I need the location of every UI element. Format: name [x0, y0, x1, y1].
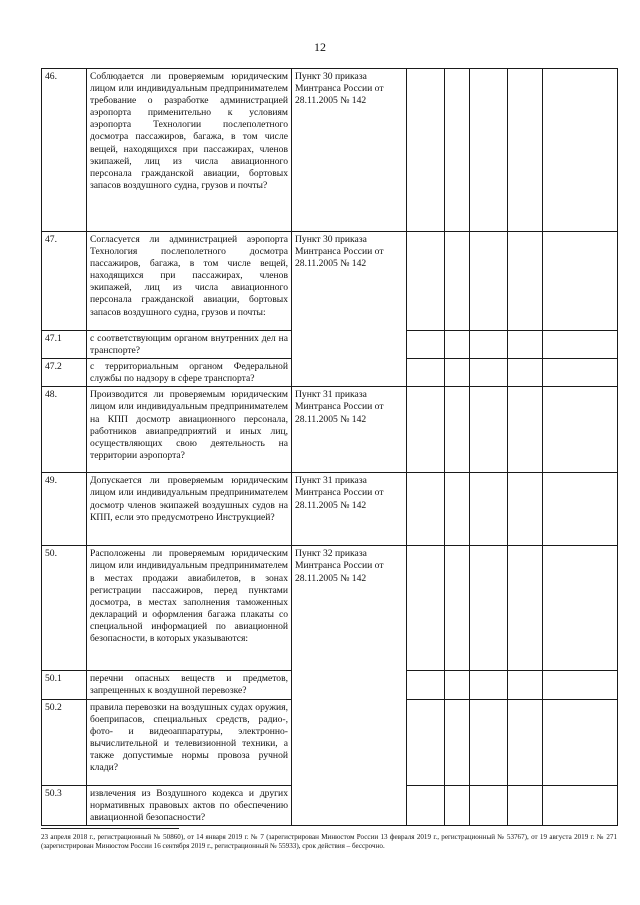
- answer-yes-cell[interactable]: [407, 331, 445, 359]
- table-row: [42, 473, 618, 546]
- answer-no-cell[interactable]: [445, 387, 470, 473]
- remarks-cell[interactable]: [543, 546, 618, 671]
- remarks-cell[interactable]: [543, 671, 618, 699]
- answer-extra-cell[interactable]: [508, 232, 543, 331]
- answer-no-cell[interactable]: [445, 69, 470, 232]
- row-number: 48.: [42, 387, 87, 473]
- row-question: Производится ли проверяемым юридическим лицом или индивидуальным предпринимателем на КПП досмотр авиационного персонала, работников авиапредприятий и иных лиц, осуществляющих свою деятельность на территории аэропорта?: [87, 387, 292, 473]
- row-reference: Пункт 31 приказа Минтранса России от 28.11.2005 № 142: [292, 387, 407, 473]
- answer-no-cell[interactable]: [445, 699, 470, 785]
- row-question: Соблюдается ли проверяемым юридическим лицом или индивидуальным предпринимателем требование о разработке администрацией аэропорта применительно к условиям аэропорта Технологии послеполетного досмотра пассажиров, багажа, в том числе вещей, находящихся при пассажирах, членов экипажей, лиц из числа авиационного персонала гражданской авиации, бортовых запасов воздушного судна, грузов и почты?: [87, 69, 292, 232]
- table-row: [42, 232, 618, 331]
- row-number: 50.3: [42, 785, 87, 825]
- remarks-cell[interactable]: [543, 785, 618, 825]
- checklist-table: [41, 68, 618, 826]
- answer-no-cell[interactable]: [445, 473, 470, 546]
- row-number: 50.2: [42, 699, 87, 785]
- answer-extra-cell[interactable]: [508, 331, 543, 359]
- footnote-text: 23 апреля 2018 г., регистрационный № 50860), от 14 января 2019 г. № 7 (зарегистрирован Минюстом России 13 февраля 2019 г., регистрационный № 53767), от 19 августа 2019 г. № 271 (зарегистрирован Минюстом России 16 сентября 2019 г., регистрационный № 55933), срок действия – бессрочно.: [41, 833, 617, 851]
- remarks-cell[interactable]: [543, 699, 618, 785]
- row-question: с территориальным органом Федеральной службы по надзору в сфере транспорта?: [87, 359, 292, 387]
- answer-yes-cell[interactable]: [407, 359, 445, 387]
- answer-no-cell[interactable]: [445, 671, 470, 699]
- row-number: 46.: [42, 69, 87, 232]
- answer-yes-cell[interactable]: [407, 699, 445, 785]
- table-row: [42, 387, 618, 473]
- row-question: Согласуется ли администрацией аэропорта Технология послеполетного досмотра пассажиров, багажа, в том числе вещей, находящихся при пассажирах, членов экипажей, лиц из числа авиационного персонала гражданской авиации, бортовых запасов воздушного судна, грузов и почты:: [87, 232, 292, 331]
- row-reference: Пункт 31 приказа Минтранса России от 28.11.2005 № 142: [292, 473, 407, 546]
- answer-na-cell[interactable]: [470, 69, 508, 232]
- answer-extra-cell[interactable]: [508, 546, 543, 671]
- answer-no-cell[interactable]: [445, 232, 470, 331]
- answer-na-cell[interactable]: [470, 473, 508, 546]
- answer-yes-cell[interactable]: [407, 671, 445, 699]
- answer-extra-cell[interactable]: [508, 69, 543, 232]
- answer-extra-cell[interactable]: [508, 359, 543, 387]
- answer-no-cell[interactable]: [445, 359, 470, 387]
- row-number: 47.2: [42, 359, 87, 387]
- answer-yes-cell[interactable]: [407, 232, 445, 331]
- row-question: извлечения из Воздушного кодекса и других нормативных правовых актов по обеспечению авиационной безопасности?: [87, 785, 292, 825]
- table-row: [42, 546, 618, 671]
- answer-yes-cell[interactable]: [407, 387, 445, 473]
- answer-na-cell[interactable]: [470, 232, 508, 331]
- row-question: Расположены ли проверяемым юридическим лицом или индивидуальным предпринимателем в местах продажи авиабилетов, в зонах регистрации пассажиров, перед пунктами досмотра, в местах заполнения таможенных деклараций и оформления багажа плакаты со специальной информацией по авиационной безопасности, в которых указываются:: [87, 546, 292, 671]
- remarks-cell[interactable]: [543, 232, 618, 331]
- row-question: правила перевозки на воздушных судах оружия, боеприпасов, специальных средств, радио-, фото- и видеоаппаратуры, электронно-вычислительной и телевизионной техники, а также допустимые нормы провоза ручной клади?: [87, 699, 292, 785]
- answer-no-cell[interactable]: [445, 331, 470, 359]
- answer-extra-cell[interactable]: [508, 473, 543, 546]
- row-question: перечни опасных веществ и предметов, запрещенных к воздушной перевозке?: [87, 671, 292, 699]
- row-reference: Пункт 30 приказа Минтранса России от 28.11.2005 № 142: [292, 232, 407, 387]
- remarks-cell[interactable]: [543, 387, 618, 473]
- answer-yes-cell[interactable]: [407, 785, 445, 825]
- answer-extra-cell[interactable]: [508, 671, 543, 699]
- answer-no-cell[interactable]: [445, 785, 470, 825]
- answer-na-cell[interactable]: [470, 331, 508, 359]
- row-reference: Пункт 32 приказа Минтранса России от 28.11.2005 № 142: [292, 546, 407, 825]
- answer-extra-cell[interactable]: [508, 699, 543, 785]
- row-question: Допускается ли проверяемым юридическим лицом или индивидуальным предпринимателем досмотр членов экипажей воздушных судов на КПП, если это предусмотрено Инструкцией?: [87, 473, 292, 546]
- answer-na-cell[interactable]: [470, 546, 508, 671]
- row-reference: Пункт 30 приказа Минтранса России от 28.11.2005 № 142: [292, 69, 407, 232]
- table-row: [42, 69, 618, 232]
- row-number: 47.: [42, 232, 87, 331]
- answer-extra-cell[interactable]: [508, 785, 543, 825]
- answer-na-cell[interactable]: [470, 387, 508, 473]
- row-number: 49.: [42, 473, 87, 546]
- answer-na-cell[interactable]: [470, 699, 508, 785]
- remarks-cell[interactable]: [543, 69, 618, 232]
- footnote-divider: [41, 828, 179, 829]
- remarks-cell[interactable]: [543, 331, 618, 359]
- answer-extra-cell[interactable]: [508, 387, 543, 473]
- answer-yes-cell[interactable]: [407, 69, 445, 232]
- page-number: 12: [314, 40, 326, 54]
- row-number: 47.1: [42, 331, 87, 359]
- remarks-cell[interactable]: [543, 473, 618, 546]
- answer-yes-cell[interactable]: [407, 473, 445, 546]
- answer-no-cell[interactable]: [445, 546, 470, 671]
- answer-na-cell[interactable]: [470, 671, 508, 699]
- row-number: 50.: [42, 546, 87, 671]
- answer-yes-cell[interactable]: [407, 546, 445, 671]
- remarks-cell[interactable]: [543, 359, 618, 387]
- row-number: 50.1: [42, 671, 87, 699]
- answer-na-cell[interactable]: [470, 785, 508, 825]
- answer-na-cell[interactable]: [470, 359, 508, 387]
- row-question: с соответствующим органом внутренних дел на транспорте?: [87, 331, 292, 359]
